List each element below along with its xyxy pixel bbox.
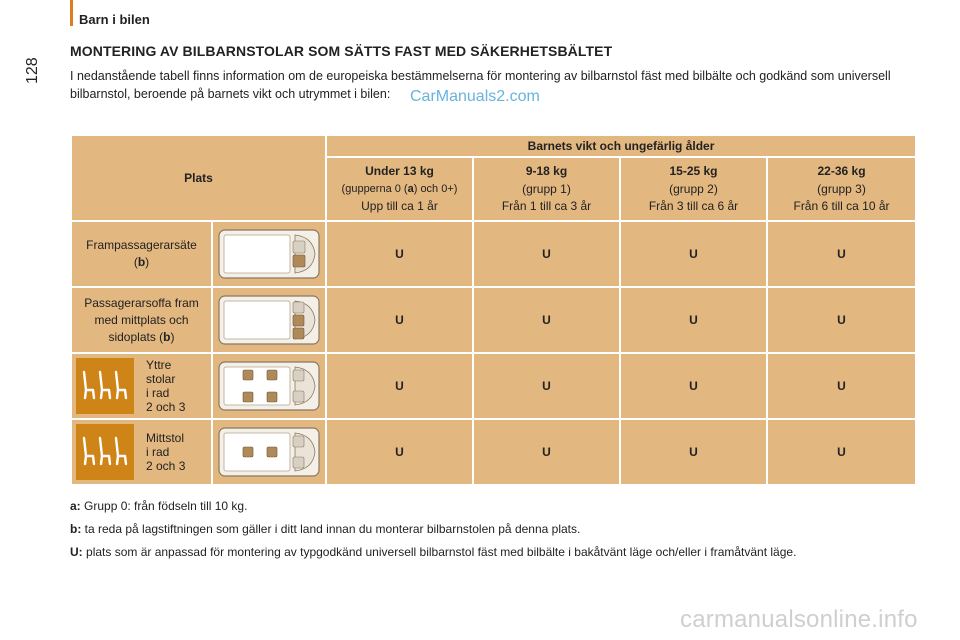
column-weight: Under 13 kg [365,163,434,178]
cell-value: U [620,353,767,419]
cell-value: U [473,353,620,419]
watermark-top: CarManuals2.com [410,88,540,105]
van-top-view-icon [212,419,326,485]
footnote-b: b: ta reda på lagstiftningen som gäller i ditt land innan du monterar bilbarnstolen på denna plats. [70,522,581,536]
van-top-view-icon [212,353,326,419]
three-seats-icon [76,358,134,414]
place-header: Plats [71,135,326,221]
column-age: Från 1 till ca 3 år [501,198,592,213]
place-label: Mittstol i rad 2 och 3 [146,431,186,473]
watermark-bottom: carmanualsonline.info [680,606,918,633]
section-accent-bar [70,0,73,26]
place-front-passenger: Frampassagerarsäte (b) [71,221,212,287]
cell-value: U [620,221,767,287]
cell-value: U [620,419,767,485]
column-weight: 22-36 kg [817,163,866,178]
column-header-group1 [473,157,620,221]
weight-header: Barnets vikt och ungefärlig ålder [326,135,916,157]
place-outer-seats [71,353,212,419]
column-header-group2 [620,157,767,221]
column-group: (grupp 2) [669,181,718,196]
intro-paragraph: I nedanstående tabell finns information om de europeiska bestämmelserna för montering av bilbarnstol fäst med bilbälte och godkänd som universell bilbarnstol, beroende på barnets vikt och utrymmet i bilen: [70,69,891,101]
column-group: (grupp 3) [817,181,866,196]
footnote-u: U: plats som är anpassad för montering av typgodkänd universell bilbarnstol fäst med bilbälte i bakåtvänt läge och/eller i framåtvänt läge. [70,545,797,559]
cell-value: U [326,419,473,485]
column-weight: 15-25 kg [669,163,718,178]
page-number: 128 [24,57,41,84]
footnotes [70,498,930,567]
cell-value: U [620,287,767,353]
column-age: Från 6 till ca 10 år [793,198,890,213]
cell-value: U [473,419,620,485]
van-top-view-icon [212,287,326,353]
column-weight: 9-18 kg [525,163,568,178]
table-row [71,353,916,419]
place-middle-seat [71,419,212,485]
column-header-group0 [326,157,473,221]
cell-value: U [767,287,916,353]
table-row [71,221,916,287]
page-heading: MONTERING AV BILBARNSTOLAR SOM SÄTTS FAST MED SÄKERHETSBÄLTET [70,43,613,59]
cell-value: U [326,287,473,353]
place-front-bench: Passagerarsoffa fram med mittplats och sidoplats (b) [71,287,212,353]
child-seat-table [70,134,917,486]
column-group: (gupperna 0 (a) och 0+) [341,182,458,195]
column-group: (grupp 1) [522,181,571,196]
cell-value: U [767,419,916,485]
cell-value: U [767,353,916,419]
van-top-view-icon [212,221,326,287]
column-age: Upp till ca 1 år [361,198,438,213]
section-title: Barn i bilen [79,12,150,27]
cell-value: U [473,221,620,287]
cell-value: U [326,353,473,419]
cell-value: U [767,221,916,287]
table-row [71,287,916,353]
three-seats-icon [76,424,134,480]
cell-value: U [326,221,473,287]
column-age: Från 3 till ca 6 år [648,198,739,213]
column-header-group3 [767,157,916,221]
cell-value: U [473,287,620,353]
footnote-a: a: Grupp 0: från födseln till 10 kg. [70,499,248,513]
table-row [71,419,916,485]
place-label: Yttre stolar i rad 2 och 3 [146,358,186,414]
